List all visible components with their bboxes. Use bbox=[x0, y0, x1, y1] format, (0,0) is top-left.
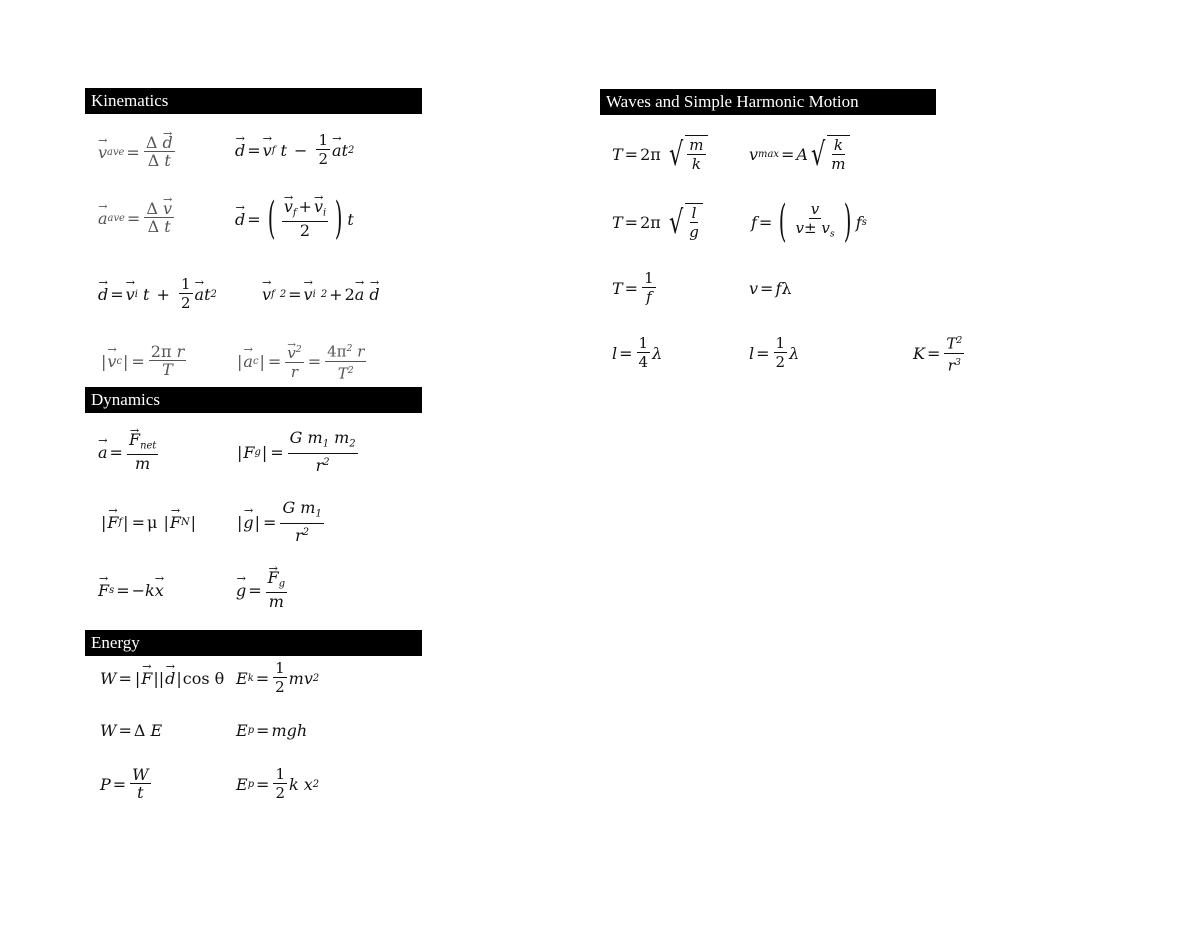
equation-work-energy: W = Δ E bbox=[100, 720, 163, 740]
equation-centripetal-speed: | → v c | = $\frac{\text{2π r}}{T}$ bbox=[100, 331, 188, 391]
equation-open-pipe-length: l = $\frac{1}{2}$ λ bbox=[749, 334, 800, 371]
equation-hookes-law: → F s = −k → x bbox=[98, 560, 164, 620]
equation-gravitational-field-strength: | → g | = $\frac{G m_1}{r^2}$ bbox=[236, 492, 326, 552]
equation-kepler-constant: K = $\frac{T^2}{r^3}$ bbox=[913, 323, 966, 383]
equation-pendulum-period: T = 2π √ $\frac{l}{g}$ bbox=[612, 192, 703, 252]
equation-gravitational-field: → g = → $\frac{F_g}{m}$ bbox=[236, 560, 289, 620]
equation-closed-pipe-length: l = $\frac{1}{4}$ λ bbox=[612, 334, 663, 371]
equation-work: W = | → F || → d | cos θ bbox=[100, 648, 224, 708]
equation-displacement-average-velocity: → d = ( → $\frac{v_f +\to v_i}{2}$ ) t bbox=[235, 189, 354, 249]
dynamics-header: Dynamics bbox=[85, 387, 422, 413]
equation-average-velocity: → v ave = $\frac{\Delta \to d}{\text{Δ t}}$ bbox=[98, 122, 177, 182]
equation-average-acceleration: → a ave = $\frac{\Delta \to v}{\text{Δ t}}$ bbox=[98, 188, 176, 248]
equation-displacement-initial-velocity: → d = → v i t + $\frac{1}{2}$ → a t 2 bbox=[98, 264, 217, 324]
equation-displacement-final-velocity: → d = → v f t − $\frac{1}{2}$ → a t 2 bbox=[235, 120, 354, 180]
equation-period-frequency: T = $\frac{1}{f}$ bbox=[612, 269, 654, 306]
kinematics-header: Kinematics bbox=[85, 88, 422, 114]
waves-header: Waves and Simple Harmonic Motion bbox=[600, 89, 936, 115]
equation-mass-spring-period: T = 2π √ $\frac{m}{k}$ bbox=[612, 124, 708, 184]
equation-centripetal-acceleration: | → a c | = → $\frac{v^2}{r}$ = $\frac{4\pi^2 r}{T^2}$ bbox=[236, 331, 368, 391]
equation-doppler-effect: f = ( $\frac{v}{v\pm v_s}$ ) f s bbox=[751, 196, 867, 247]
equation-wave-speed: v = f λ bbox=[749, 278, 792, 298]
equation-newton-second-law: → a = → $\frac{F_{net}}{m}$ bbox=[98, 422, 160, 482]
equation-power: P = $\frac{W}{t}$ bbox=[100, 765, 149, 802]
equation-universal-gravitation: | F g | = $\frac{G m_1 m_2}{r^2}$ bbox=[237, 428, 356, 475]
equation-friction: | → F f | = μ | → F N | bbox=[100, 492, 197, 552]
equation-velocity-squared: → v f 2 = → v i 2 + 2 → a → d bbox=[262, 264, 380, 324]
equation-elastic-potential-energy: E p = $\frac{1}{2}$ k x 2 bbox=[236, 765, 320, 802]
equation-gravitational-potential-energy: E p = mgh bbox=[236, 720, 308, 740]
equation-kinetic-energy: E k = $\frac{1}{2}$ mv 2 bbox=[236, 659, 320, 696]
equation-max-speed: v max = A √ $\frac{k}{m}$ bbox=[749, 124, 850, 184]
energy-header: Energy bbox=[85, 630, 422, 656]
